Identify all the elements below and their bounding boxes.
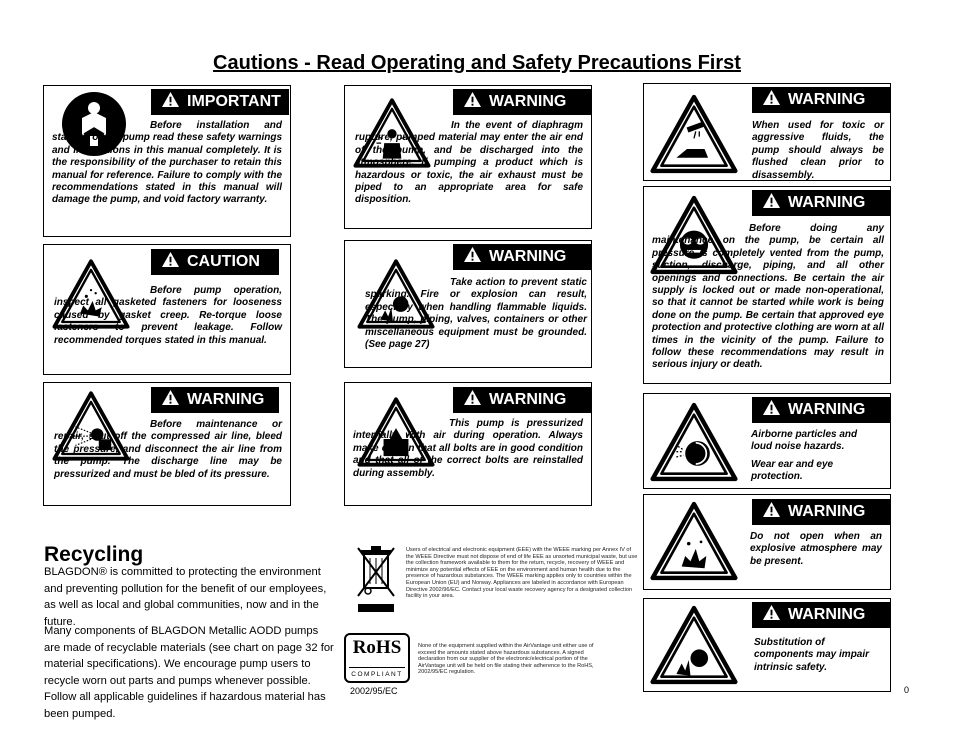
static-header: [453, 244, 591, 270]
intrinsic-safety-icon: [650, 605, 738, 685]
discharge-body: Before maintenance or repair, shut off the compressed air line, bleed the pressure, and disconnect the air line from the pump. The discharge line may be pressurized and must be bled of its pressure.: [54, 419, 282, 480]
warning-triangle-icon: [161, 91, 180, 108]
warning-triangle-icon: [161, 389, 180, 406]
warning-triangle-icon: [463, 246, 482, 263]
static-header-label: WARNING: [489, 248, 567, 265]
warning-triangle-icon: [161, 251, 180, 268]
warning-panel-rupture: [344, 85, 592, 229]
warning-panel-substitution: [643, 598, 891, 692]
caution-body: Before pump operation, inspect all gasketed fasteners for looseness caused by gasket creep. Re-torque loose fasteners to prevent leakage. Follow recommended torques stated in this manual.: [54, 285, 282, 346]
vent-body: Before doing any maintenance on the pump, be certain all pressure is completely vented from the pump, suction, discharge, piping, and all other openings and connections. Be certain the air supply is locked out or made non-operational, so that it cannot be started while work is being done on the pump. Be certain that approved eye protection and protective clothing are worn at all times in the vicinity of the pump. Failure to follow these recommendations may result in serious injury or death.: [652, 223, 884, 371]
ear-eye-protection-icon: [650, 402, 738, 482]
toxic-body: When used for toxic or aggressive fluids, the pump should always be flushed clean prior to disassembly.: [752, 120, 884, 181]
weee-bin-icon: [356, 544, 396, 614]
weee-text: Users of electrical and electronic equipment (EEE) with the WEEE marking per Annex IV of the WEEE Directive must not dispose of end of life EEE as unsorted municipal waste, but use the collection framework available to them for the return, recycle, recovery of WEEE and minimize any potential effects of EEE on the environment and human health due to the presence of hazardous substances. The WEEE marking applies only to countries within the European Union (EU) and Norway. Appliances are labeled in accordance with European Directive 2002/96/EC. Contact your local waste recovery agency for a designated collection facility in your area.: [406, 547, 638, 600]
warning-triangle-icon: [762, 501, 781, 518]
explosive-body: Do not open when an explosive atmosphere may be present.: [750, 531, 882, 567]
airborne-body-1: Airborne particles and loud noise hazards.: [751, 429, 858, 453]
airborne-body-2: Wear ear and eye protection.: [751, 459, 834, 483]
warning-triangle-icon: [463, 389, 482, 406]
warning-panel-explosive: [643, 494, 891, 590]
warning-triangle-icon: [463, 91, 482, 108]
airborne-header-label: WARNING: [788, 401, 866, 418]
substitution-header: [752, 602, 890, 628]
important-panel: [43, 85, 291, 237]
caution-header: [151, 249, 279, 275]
toxic-header-label: WARNING: [788, 91, 866, 108]
recycling-title: Recycling: [44, 543, 144, 566]
vent-header: [752, 190, 890, 216]
important-header-label: IMPORTANT: [187, 93, 281, 110]
rupture-header-label: WARNING: [489, 93, 567, 110]
explosive-header-label: WARNING: [788, 503, 866, 520]
warning-panel-toxic: [643, 83, 891, 181]
toxic-header: [752, 87, 890, 113]
rohs-compliant-text: COMPLIANT: [349, 667, 405, 678]
explosive-atmosphere-icon: [650, 501, 738, 581]
recycling-paragraph-2: Many components of BLAGDON Metallic AODD pumps are made of recyclable materials (see chart on page 32 for material specifications). We encourage pump users to recycle worn out parts and pumps whenever possible. Follow all applicable guidelines if hazardous material has been pumped.: [44, 625, 334, 720]
warning-panel-pressurized: [344, 382, 592, 506]
warning-triangle-icon: [762, 192, 781, 209]
vent-header-label: WARNING: [788, 194, 866, 211]
page-number: 0: [904, 685, 910, 695]
rohs-text: None of the equipment supplied within the AirVantage unit either use of exceed the amounts stated above hazardous substances. A signed declaration from our supplier of the electronic/electrical portion of the AirVantage unit will be held on file stating their adherence to the RoHS, 2002/95/EC regulation.: [418, 643, 594, 676]
caution-panel: [43, 244, 291, 375]
warning-panel-static: [344, 240, 592, 368]
rupture-header: [453, 89, 591, 115]
important-header: [151, 89, 289, 115]
pressurized-header-label: WARNING: [489, 391, 567, 408]
static-body: Take action to prevent static sparking. Fire or explosion can result, especially when handling flammable liquids. The pump, piping, valves, containers or other miscellaneous equipment must be grounded. (See page 27): [365, 277, 587, 351]
warning-panel-airborne: [643, 393, 891, 489]
warning-panel-discharge: [43, 382, 291, 506]
important-body: Before installation and start-up of the pump read these safety warnings and instructions in this manual completely. It is the responsibility of the purchaser to retain this manual for reference. Failure to comply with the recommendations stated in this manual will damage the pump, and void factory warranty.: [52, 120, 282, 206]
warning-triangle-icon: [762, 604, 781, 621]
rohs-logo: [344, 633, 410, 683]
rohs-logo-text: RoHS: [352, 637, 402, 658]
substitution-header-label: WARNING: [788, 606, 866, 623]
caution-header-label: CAUTION: [187, 253, 260, 270]
rupture-body: In the event of diaphragm rupture, pumped material may enter the air end of the pump, and be discharged into the atmosphere. If pumping a product which is hazardous or toxic, the air exhaust must be piped to an appropriate area for safe disposition.: [355, 120, 583, 206]
warning-triangle-icon: [762, 399, 781, 416]
explosive-header: [752, 499, 890, 525]
pressurized-header: [453, 387, 591, 413]
discharge-header: [151, 387, 279, 413]
pressurized-body: This pump is pressurized internally with air during operation. Always make certain that all bolts are in good condition and that all of the correct bolts are reinstalled during assembly.: [353, 418, 583, 479]
recycling-paragraph-1: BLAGDON® is committed to protecting the environment and preventing pollution for the benefit of our employees, as well as local and global communities, now and in the future.: [44, 566, 327, 628]
warning-panel-vent: [643, 186, 891, 384]
airborne-header: [752, 397, 890, 423]
warning-triangle-icon: [762, 89, 781, 106]
discharge-header-label: WARNING: [187, 391, 265, 408]
substitution-body: Substitution of components may impair intrinsic safety.: [754, 637, 870, 673]
rohs-directive: 2002/95/EC: [350, 686, 398, 696]
page-title: Cautions - Read Operating and Safety Precautions First: [213, 52, 741, 74]
corrosive-hand-icon: [650, 94, 738, 174]
